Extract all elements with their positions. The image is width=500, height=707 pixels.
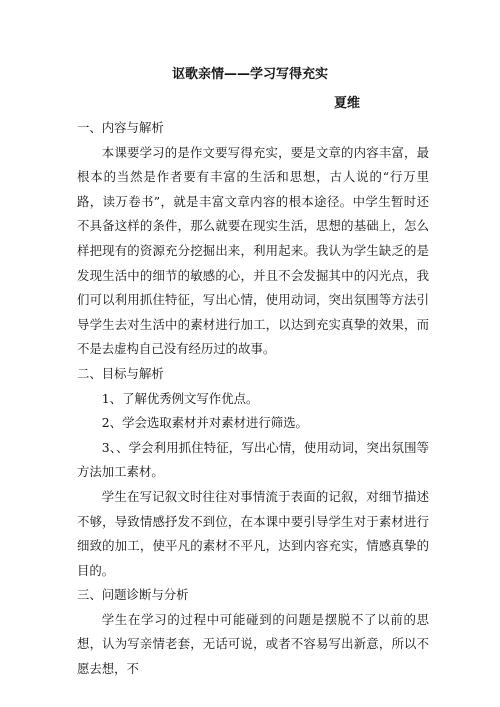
section-heading-goals-analysis: 二、目标与解析: [77, 365, 164, 381]
document-title: 讴歌亲情——学习写得充实: [171, 67, 328, 82]
document-body: [77, 116, 429, 682]
goal-item-2: 2、学会选取素材并对素材进行筛选。: [101, 415, 308, 431]
paragraph-problem-diagnosis: 学生在学习的过程中可能碰到的问题是摆脱不了以前的思想，认为写亲情老套，无话可说，或者不容易写出新意，所以不愿去想，不: [77, 611, 429, 677]
goal-item-1: 1、了解优秀例文写作优点。: [101, 390, 259, 406]
section-heading-problem-diagnosis: 三、问题诊断与分析: [77, 587, 189, 603]
document-author: 夏维: [334, 96, 361, 111]
paragraph-content-analysis: 本课要学习的是作文要写得充实，要是文章的内容丰富，最根本的当然是作者要有丰富的生活和思想，古人说的“行万里路，读万卷书”，就是丰富文章内容的根本途径。中学生暂时还不具备这样的条件，那么就要在现实生活，思想的基础上，怎么样把现有的资源充分挖掘出来，利用起来。我认为学生缺乏的是发现生活中的细节的敏感的心，并且不会发掘其中的闪光点，我们可以利用抓住特征，写出心情，使用动词，突出氛围等方法引导学生去对生活中的素材进行加工，以达到充实真挚的效果，而不是去虚构自己没有经历过的故事。: [77, 144, 429, 357]
section-heading-content-analysis: 一、内容与解析: [77, 120, 164, 135]
goal-item-3: 3、、学会利用抓住特征，写出心情，使用动词，突出氛围等方法加工素材。: [77, 439, 429, 480]
paragraph-goals-explanation: 学生在写记叙文时往往对事情流于表面的记叙，对细节描述不够，导致情感抒发不到位，在本课中要引导学生对于素材进行细致的加工，使平凡的素材不平凡，达到内容充实，情感真挚的目的。: [77, 488, 429, 578]
